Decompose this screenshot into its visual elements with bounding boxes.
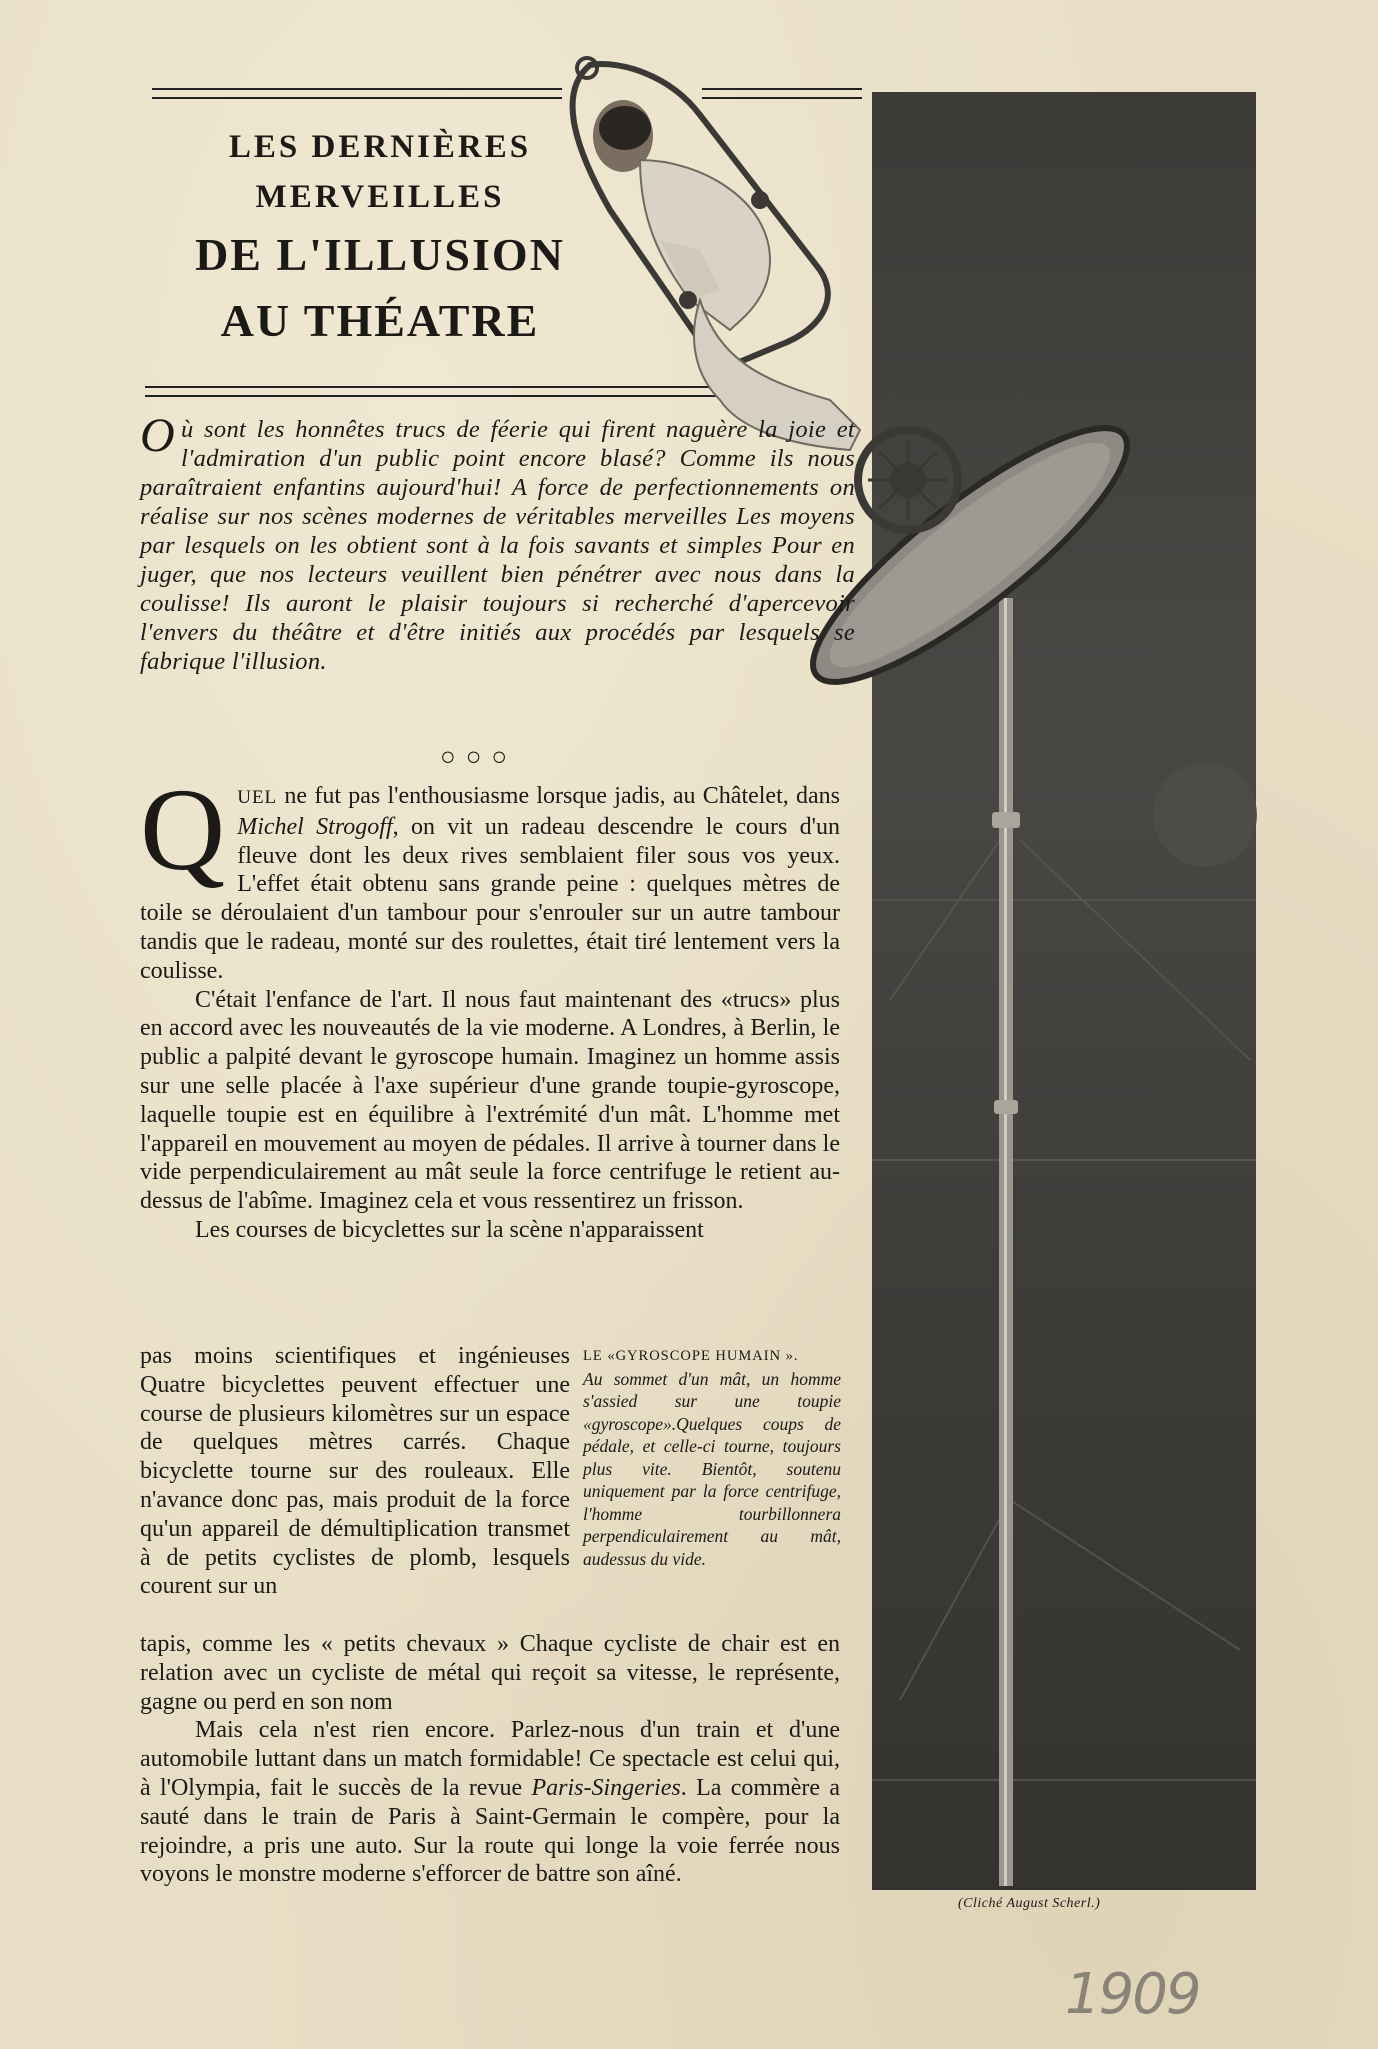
headline-line-1: LES DERNIÈRES (228, 129, 532, 165)
play-title-michel-strogoff: Michel Strogoff (237, 813, 393, 840)
paragraph-1-text-a: ne fut pas l'enthousiasme lorsque jadis, au Châtelet, dans (277, 783, 840, 809)
photo-credit: (Cliché August Scherl.) (958, 1896, 1101, 1911)
caption-text: Au sommet d'un mât, un homme s'assied sur une toupie «gyroscope».Quelques coups de pédale, et celle-ci tourne, toujours plus vite. Bientôt, soutenu uniquement par la force centrifuge, l'homme tourbillonnera perpendiculairement au mât, audessus du vide. (583, 1368, 841, 1569)
paragraph-4 (140, 1716, 840, 1889)
headline-line-2: MERVEILLES (255, 179, 505, 215)
article-introduction (140, 409, 855, 676)
intro-text: ù sont les honnêtes trucs de féerie qui firent naguère la joie et l'admiration d'un public point encore blasé? Comme ils nous paraîtraient enfantins aujourd'hui! A force de perfectionnements on réalise sur nos scènes modernes de véritables merveilles Les moyens par lesquels on les obtient sont à la fois savants et simples Pour en juger, que nos lecteurs veuillent bien pénétrer avec nous dans la coulisse! Ils auront le plaisir toujours si recherché d'apercevoir l'envers du théâtre et d'être initiés aux procédés par lesquels se fabrique l'illusion. (140, 416, 855, 675)
intro-dropcap: O (140, 409, 175, 462)
article-body (140, 764, 840, 1245)
paragraph-3-tail: tapis, comme les « petits chevaux » Chaque cycliste de chair est en relation avec un cycliste de métal qui reçoit sa vitesse, le représente, gagne ou perd en son nom (140, 1631, 840, 1715)
paragraph-3-wrapped: pas moins scientifiques et ingénieuses Quatre bicyclettes peuvent effectuer une course de plusieurs kilomètres sur un espace de quelques mètres carrés. Chaque bicyclette tourne sur des rouleaux. Elle n'avance donc pas, mais produit de la force qu'un appareil de démultiplication transmet à de petits cyclistes de plomb, lesquels courent sur un (140, 1343, 570, 1600)
body-dropcap: Q (140, 764, 226, 895)
headline-line-4: AU THÉATRE (220, 295, 540, 346)
headline-line-3: DE L'ILLUSION (195, 229, 565, 280)
caption-heading: LE «GYROSCOPE HUMAIN ». (583, 1348, 799, 1364)
section-ornament: ○○○ (440, 742, 518, 771)
photo-caption (583, 1345, 841, 1570)
paragraph-2: C'était l'enfance de l'art. Il nous faut maintenant des «trucs» plus en accord avec les nouveautés de la vie moderne. A Londres, à Berlin, le public a palpité devant le gyroscope humain. Imaginez un homme assis sur une selle placée à l'axe supérieur d'une grande toupie-gyroscope, laquelle toupie est en équilibre à l'extrémité d'un mât. L'homme met l'appareil en mouvement au moyen de pédales. Il arrive à tourner dans le vide perpendiculairement au mât seule la force centrifuge le retient au-dessus de l'abîme. Imaginez cela et vous ressentirez un frisson. (140, 986, 840, 1215)
dropcap-smallcaps: UEL (237, 787, 278, 808)
paragraph-4-text-a: Mais cela n'est rien encore. Parlez-nous d'un train et d'une automobile luttant dans un match formidable! Ce spectacle est celui qui, à l'Olympia, fait le succès de la revue (140, 1717, 840, 1801)
handwritten-year: 1909 (1065, 1962, 1200, 2027)
paragraph-1 (140, 764, 840, 986)
paragraph-1-text-b: , on vit un radeau descendre le cours d'un fleuve dont les deux rives semblaient filer sous vos yeux. L'effet était obtenu sans grande peine : quelques mètres de toile se déroulaient d'un tambour pour s'enrouler sur un autre tambour tandis que le radeau, monté sur des roulettes, était tiré lentement vers la coulisse. (140, 813, 840, 984)
article-body-continued (140, 1630, 840, 1889)
paragraph-3-opening: Les courses de bicyclettes sur la scène n'apparaissent (195, 1216, 704, 1243)
paragraph-4-text-b: . La commère a sauté dans le train de Paris à Saint-Germain le compère, pour la rejoindre, a pris une auto. Sur la route qui longe la voie ferrée nous voyons le monstre moderne s'efforcer de battre son aîné. (140, 1774, 841, 1888)
revue-title-paris-singeries: Paris-Singeries (531, 1774, 681, 1801)
